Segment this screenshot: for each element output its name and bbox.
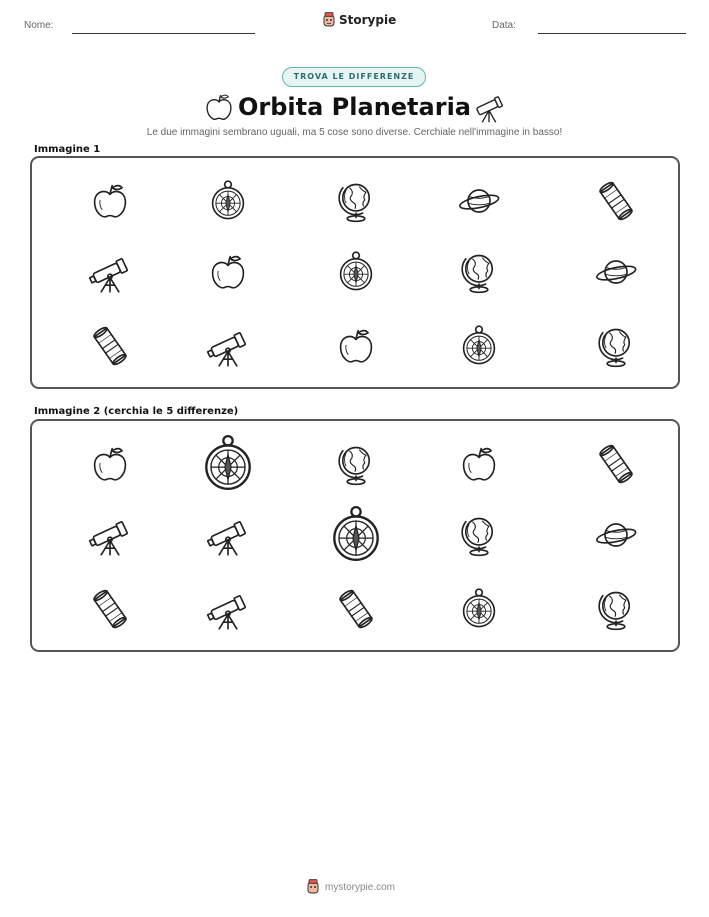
- compass-icon: [206, 179, 250, 223]
- planet-icon: [457, 179, 501, 223]
- name-line[interactable]: [72, 33, 255, 34]
- telescope-icon: [472, 90, 506, 124]
- storypie-mascot-icon: [322, 12, 336, 28]
- telescope-icon[interactable]: [206, 587, 250, 631]
- apple-icon: [88, 179, 132, 223]
- compass-icon[interactable]: [325, 504, 387, 566]
- footer-url: mystorypie.com: [325, 881, 396, 893]
- scroll-icon[interactable]: [334, 587, 378, 631]
- brand-name: Storypie: [339, 13, 397, 27]
- globe-icon: [457, 250, 501, 294]
- scroll-icon[interactable]: [88, 587, 132, 631]
- image1-panel: [30, 156, 680, 389]
- name-label: Nome:: [24, 20, 54, 31]
- telescope-icon[interactable]: [88, 513, 132, 557]
- telescope-icon: [88, 250, 132, 294]
- globe-icon: [594, 324, 638, 368]
- footer: [306, 879, 395, 895]
- scroll-icon[interactable]: [594, 442, 638, 486]
- image2-label: Immagine 2 (cerchia le 5 differenze): [34, 406, 239, 417]
- compass-icon: [334, 250, 378, 294]
- scroll-icon: [594, 179, 638, 223]
- scroll-icon: [88, 324, 132, 368]
- apple-icon: [334, 324, 378, 368]
- planet-icon[interactable]: [594, 513, 638, 557]
- planet-icon: [594, 250, 638, 294]
- globe-icon[interactable]: [334, 442, 378, 486]
- compass-icon[interactable]: [197, 433, 259, 495]
- globe-icon[interactable]: [457, 513, 501, 557]
- image2-panel[interactable]: [30, 419, 680, 652]
- image1-label: Immagine 1: [34, 144, 101, 155]
- activity-badge: TROVA LE DIFFERENZE: [282, 67, 426, 87]
- telescope-icon: [206, 324, 250, 368]
- page-title: Orbita Planetaria: [238, 93, 471, 121]
- date-label: Data:: [492, 20, 516, 31]
- date-line[interactable]: [538, 33, 686, 34]
- brand-logo: [322, 12, 396, 28]
- globe-icon: [334, 179, 378, 223]
- globe-icon[interactable]: [594, 587, 638, 631]
- compass-icon: [457, 324, 501, 368]
- apple-icon[interactable]: [88, 442, 132, 486]
- storypie-mascot-icon: [306, 879, 320, 895]
- apple-icon[interactable]: [457, 442, 501, 486]
- telescope-icon[interactable]: [206, 513, 250, 557]
- apple-icon: [206, 250, 250, 294]
- instructions-text: Le due immagini sembrano uguali, ma 5 cose sono diverse. Cerchiale nell'immagine in basso!: [146, 127, 563, 138]
- compass-icon[interactable]: [457, 587, 501, 631]
